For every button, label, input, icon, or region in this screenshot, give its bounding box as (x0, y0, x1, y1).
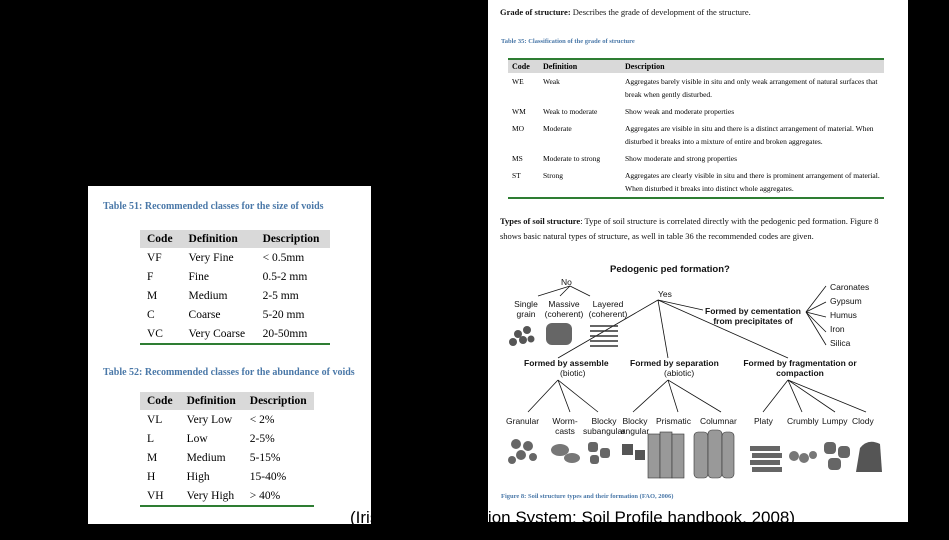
type-platy: Platy (754, 416, 773, 426)
table-cell: < 0.5mm (262, 251, 305, 264)
blocky-subangular-image (588, 442, 610, 464)
column-header: Code (140, 392, 180, 410)
diagram-title: Pedogenic ped formation? (610, 264, 730, 275)
table-cell: 15-40% (249, 470, 287, 483)
massive-label: Massive (coherent) (544, 299, 584, 319)
table-row (508, 103, 884, 120)
table-cell: < 2% (249, 413, 275, 426)
table-cell: Moderate to strong (543, 154, 601, 163)
table-cell: Medium (186, 451, 226, 464)
precipitate-iron: Iron (830, 324, 845, 334)
table-row (140, 448, 314, 467)
column-header: Definition (182, 230, 256, 248)
table-cell: ST (512, 171, 521, 180)
left-document-panel (88, 186, 371, 524)
table-cell: M (147, 289, 158, 302)
table-row (140, 267, 330, 286)
table-cell: Very High (186, 489, 235, 502)
table-cell: WE (512, 77, 524, 86)
table-cell: Aggregates are clearly visible in situ and there is prominent arrangement of material. When disturbed it breaks into distinct whole aggregates. (625, 171, 880, 193)
table-row (140, 410, 314, 429)
type-prismatic: Prismatic (656, 416, 691, 426)
column-header: Description (621, 59, 884, 73)
type-wormcasts: Worm-casts (552, 416, 578, 436)
table-cell: MO (512, 124, 525, 133)
column-header: Description (256, 230, 330, 248)
types-heading: Types of soil structure (500, 216, 581, 226)
type-lumpy: Lumpy (822, 416, 848, 426)
table-row (508, 120, 884, 150)
table-cell: 5-15% (249, 451, 281, 464)
separation-sub: (abiotic) (664, 368, 695, 378)
precipitates-list (830, 282, 869, 348)
table-cell: 2-5% (249, 432, 275, 445)
table-cell: 5-20 mm (262, 308, 305, 321)
column-header: Description (243, 392, 314, 410)
lumpy-image (824, 442, 850, 470)
table-row (140, 467, 314, 486)
table-cell: Coarse (188, 308, 221, 321)
layered-label: Layered (coherent) (588, 299, 628, 319)
table-cell: Weak (543, 77, 560, 86)
precipitate-caronates: Caronates (830, 282, 870, 292)
table-cell: Moderate (543, 124, 572, 133)
table-row (140, 324, 330, 344)
types-text: : Type of soil structure is correlated directly with the pedogenic ped formation. Figure 8 shows basic natural types of structure, as well in table 36 the recommended codes are given. (500, 216, 879, 241)
grade-structure-table (508, 58, 884, 199)
table-row (140, 305, 330, 324)
table-cell: > 40% (249, 489, 281, 502)
table-cell: Very Low (186, 413, 233, 426)
type-granular: Granular (506, 416, 540, 426)
type-clody: Clody (852, 416, 874, 426)
precipitate-silica: Silica (830, 338, 851, 348)
diagram-yes: Yes (658, 289, 672, 299)
table-cell: Very Fine (188, 251, 234, 264)
diagram-no: No (561, 277, 572, 287)
column-header: Definition (539, 59, 621, 73)
table-cell: L (147, 432, 155, 445)
column-header: Definition (180, 392, 243, 410)
grade-paragraph (500, 5, 751, 20)
table-cell: VF (147, 251, 162, 264)
table-cell: Very Coarse (188, 327, 246, 340)
type-crumbly: Crumbly (787, 416, 819, 426)
table-cell: H (147, 470, 156, 483)
table-row (140, 286, 330, 305)
precipitate-gypsum: Gypsum (830, 296, 862, 306)
voids-abundance-table (140, 392, 314, 507)
table-cell: MS (512, 154, 523, 163)
separation-label: Formed by separation (630, 358, 719, 368)
source-credit: (Irish Soil Information System: Soil Profile handbook, 2008) (350, 508, 796, 527)
fragmentation-label: Formed by fragmentation or compaction (743, 358, 857, 378)
right-document-panel (488, 0, 908, 522)
table51-caption: Table 51: Recommended classes for the size of voids (103, 201, 324, 212)
type-blocky-angular: Blocky angular (620, 416, 650, 436)
crumbly-image (789, 451, 817, 463)
column-header: Code (140, 230, 182, 248)
table-cell: Show moderate and strong properties (625, 154, 738, 163)
table-cell: VH (147, 489, 164, 502)
table52-caption: Table 52: Recommended classes for the abundance of voids (103, 367, 355, 378)
platy-image (750, 446, 782, 472)
table-row (140, 429, 314, 448)
table-cell: Aggregates are visible in situ and there is a distinct arrangement of material. When disturbed it breaks into a mixture of entire and broken aggregates. (625, 124, 874, 146)
table-cell: 2-5 mm (262, 289, 299, 302)
table-cell: 20-50mm (262, 327, 308, 340)
clody-image (856, 442, 882, 472)
types-paragraph (500, 214, 900, 244)
table-cell: High (186, 470, 210, 483)
table-cell: VL (147, 413, 163, 426)
cementation-label: Formed by cementation from precipitates of (705, 306, 801, 326)
table-row (508, 167, 884, 198)
table-cell: 0.5-2 mm (262, 270, 308, 283)
granular-image (508, 439, 537, 464)
table-cell: Low (186, 432, 208, 445)
table-cell: Strong (543, 171, 564, 180)
column-header: Code (508, 59, 539, 73)
figure-caption: Figure 8: Soil structure types and their formation (FAO, 2006) (501, 493, 674, 500)
table-cell: VC (147, 327, 163, 340)
massive-image (546, 323, 572, 345)
table35-caption: Table 35: Classification of the grade of structure (501, 38, 635, 45)
table-cell: F (147, 270, 154, 283)
table-row (508, 150, 884, 167)
table-cell: Medium (188, 289, 228, 302)
assemble-sub: (biotic) (560, 368, 586, 378)
table-cell: Fine (188, 270, 209, 283)
table-row (508, 73, 884, 103)
wormcasts-image (551, 444, 580, 463)
table-cell: Show weak and moderate properties (625, 107, 735, 116)
table-cell: WM (512, 107, 526, 116)
table-cell: Weak to moderate (543, 107, 598, 116)
table-row (140, 248, 330, 267)
layered-image (590, 326, 618, 346)
prismatic-image (648, 432, 684, 478)
type-blocky-subangular: Blocky subangular (582, 416, 626, 436)
assemble-label: Formed by assemble (524, 358, 609, 368)
table-cell: Aggregates barely visible in situ and only weak arrangement of natural surfaces that break when gently disturbed. (625, 77, 878, 99)
table-cell: M (147, 451, 158, 464)
table-cell: C (147, 308, 155, 321)
grade-text: Describes the grade of development of the structure. (570, 7, 751, 17)
voids-size-table (140, 230, 330, 345)
precipitate-humus: Humus (830, 310, 857, 320)
columnar-image (694, 430, 734, 478)
single-grain-label: Single grain (514, 299, 538, 319)
table-row (140, 486, 314, 506)
blocky-angular-image (622, 444, 645, 460)
single-grain-image (509, 326, 535, 346)
grade-heading: Grade of structure: (500, 7, 571, 17)
type-columnar: Columnar (700, 416, 737, 426)
